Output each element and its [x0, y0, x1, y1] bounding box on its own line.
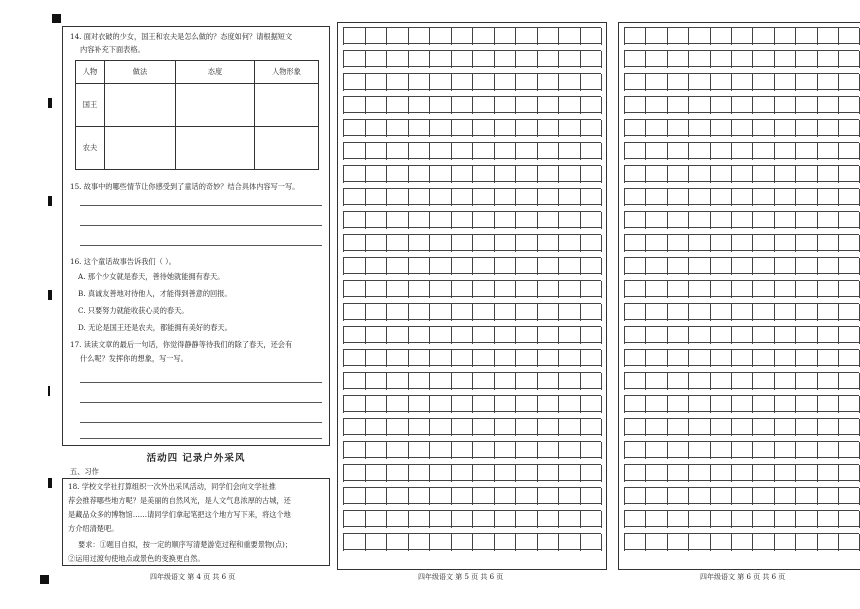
grid-row[interactable] [624, 303, 859, 320]
grid-row[interactable] [624, 510, 859, 527]
q16-stem: 16. 这个童话故事告诉我们（ ）。 [70, 257, 176, 266]
q16-option[interactable]: A. 那个少女就是春天，善待她就能拥有春天。 [78, 272, 225, 281]
grid-row[interactable] [343, 510, 601, 527]
answer-line[interactable] [80, 245, 322, 246]
grid-row[interactable] [343, 533, 601, 550]
requirement-line: ②运用过渡句使地点或景色的变换更自然。 [68, 554, 205, 563]
grid-row[interactable] [624, 372, 859, 389]
table-row-label: 国王 [76, 84, 105, 127]
q15-text: 15. 故事中的哪些情节让你感受到了童话的奇妙？结合具体内容写一写。 [70, 182, 300, 191]
grid-row[interactable] [343, 73, 601, 90]
grid-row[interactable] [343, 96, 601, 113]
grid-row[interactable] [343, 165, 601, 182]
grid-row[interactable] [624, 395, 859, 412]
grid-row[interactable] [343, 280, 601, 297]
q14-line1: 14. 面对衣破的少女，国王和农夫是怎么做的？态度如何？请根据短文 [70, 32, 293, 41]
table-cell[interactable] [176, 84, 255, 127]
registration-mark [48, 386, 50, 396]
grid-row[interactable] [624, 234, 859, 251]
grid-row[interactable] [343, 257, 601, 274]
grid-row[interactable] [624, 211, 859, 228]
grid-row[interactable] [343, 50, 601, 67]
table-cell[interactable] [105, 84, 176, 127]
composition-grid[interactable] [343, 27, 602, 567]
prompt-line: 18. 学校文学社打算组织一次外出采风活动，同学们会向文学社推 [68, 482, 276, 491]
q17-line2: 什么呢？发挥你的想象，写一写。 [80, 354, 188, 363]
answer-line[interactable] [80, 402, 322, 403]
grid-row[interactable] [624, 188, 859, 205]
grid-row[interactable] [624, 280, 859, 297]
grid-row[interactable] [343, 349, 601, 366]
grid-row[interactable] [343, 27, 601, 44]
q16-option[interactable]: B. 真诚友善地对待他人，才能得到善意的回报。 [78, 289, 232, 298]
q14-table [75, 60, 319, 170]
page-footer: 四年级语文 第 4 页 共 6 页 [150, 573, 236, 581]
table-cell[interactable] [105, 127, 176, 170]
prompt-line: 荐会推荐哪些地方呢？是美丽的自然风光，是人文气息浓厚的古城，还 [68, 496, 291, 505]
table-header: 态度 [176, 61, 255, 84]
grid-row[interactable] [624, 165, 859, 182]
registration-mark [52, 14, 61, 23]
grid-row[interactable] [343, 188, 601, 205]
grid-row[interactable] [343, 418, 601, 435]
grid-row[interactable] [343, 303, 601, 320]
grid-row[interactable] [343, 234, 601, 251]
answer-line[interactable] [80, 382, 322, 383]
grid-row[interactable] [624, 441, 859, 458]
grid-row[interactable] [624, 27, 859, 44]
q16-option[interactable]: D. 无论是国王还是农夫，都能拥有美好的春天。 [78, 323, 232, 332]
q17-line1: 17. 读读文章的最后一句话，你觉得静静等待我们的除了春天，还会有 [70, 340, 293, 349]
answer-line[interactable] [80, 438, 322, 439]
grid-row[interactable] [624, 96, 859, 113]
answer-line[interactable] [80, 422, 322, 423]
table-header: 人物 [76, 61, 105, 84]
grid-row[interactable] [624, 50, 859, 67]
grid-row[interactable] [624, 326, 859, 343]
section-heading: 五、习作 [70, 467, 99, 476]
grid-row[interactable] [624, 487, 859, 504]
table-cell[interactable] [255, 127, 319, 170]
grid-row[interactable] [624, 464, 859, 481]
requirement-line: 要求：①题目自拟，按一定的顺序写清楚游览过程和重要景物(点)； [78, 540, 293, 549]
table-row-label: 农夫 [76, 127, 105, 170]
activity-title: 活动四 记录户外采风 [146, 453, 246, 464]
grid-row[interactable] [624, 142, 859, 159]
grid-row[interactable] [343, 326, 601, 343]
page-footer: 四年级语文 第 6 页 共 6 页 [700, 573, 786, 581]
registration-mark [48, 478, 52, 488]
grid-row[interactable] [624, 533, 859, 550]
q16-option[interactable]: C. 只要努力就能收获心灵的春天。 [78, 306, 189, 315]
registration-mark [40, 575, 49, 584]
page-footer: 四年级语文 第 5 页 共 6 页 [418, 573, 504, 581]
grid-row[interactable] [343, 487, 601, 504]
composition-grid[interactable] [624, 27, 860, 567]
grid-row[interactable] [343, 211, 601, 228]
prompt-line: 方介绍清楚吧。 [68, 524, 119, 533]
registration-mark [48, 290, 52, 300]
prompt-line: 是藏品众多的博物馆……请同学们拿起笔把这个地方写下来，将这个地 [68, 510, 291, 519]
answer-line[interactable] [80, 225, 322, 226]
registration-mark [48, 196, 52, 206]
table-header: 做法 [105, 61, 176, 84]
answer-line[interactable] [80, 205, 322, 206]
registration-mark [48, 98, 52, 108]
grid-row[interactable] [343, 372, 601, 389]
grid-row[interactable] [624, 257, 859, 274]
grid-row[interactable] [624, 418, 859, 435]
q14-line2: 内容补充下面表格。 [80, 45, 145, 54]
grid-row[interactable] [624, 73, 859, 90]
grid-row[interactable] [343, 142, 601, 159]
table-cell[interactable] [255, 84, 319, 127]
grid-row[interactable] [343, 464, 601, 481]
grid-row[interactable] [624, 349, 859, 366]
grid-row[interactable] [343, 395, 601, 412]
grid-row[interactable] [343, 119, 601, 136]
grid-row[interactable] [624, 119, 859, 136]
table-header: 人物形象 [255, 61, 319, 84]
grid-row[interactable] [343, 441, 601, 458]
table-cell[interactable] [176, 127, 255, 170]
